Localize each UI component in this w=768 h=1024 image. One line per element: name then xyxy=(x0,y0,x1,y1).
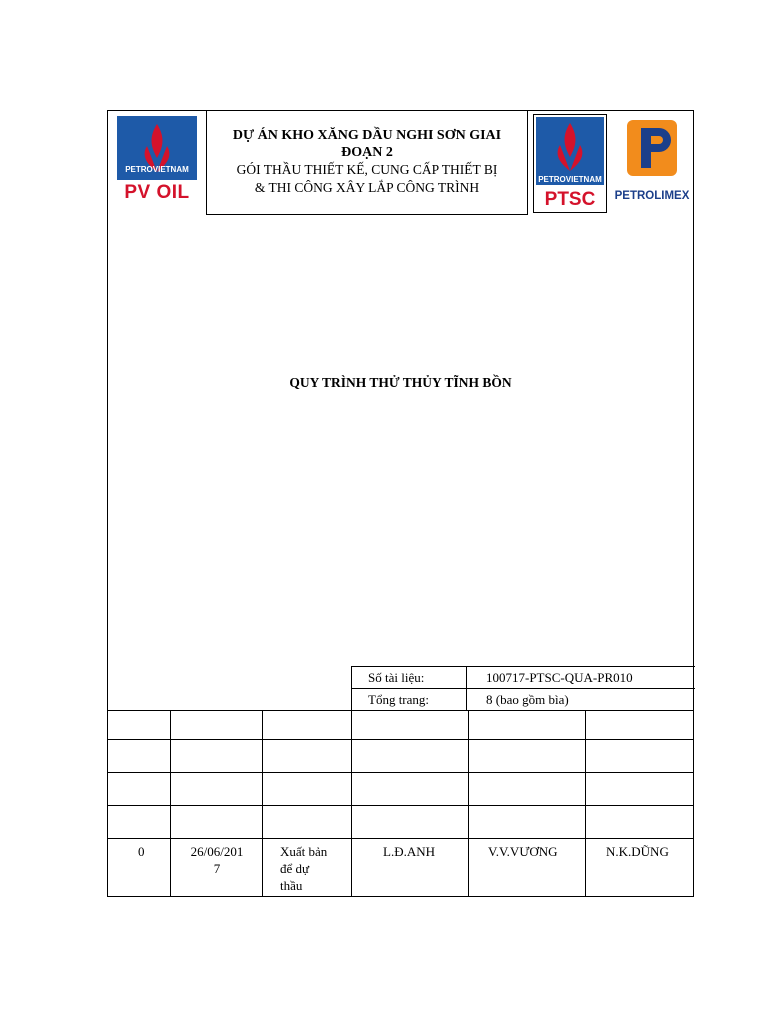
rev-description: Xuất bản để dự thầu xyxy=(280,844,328,893)
pvoil-name-text: PV OIL xyxy=(124,182,190,203)
doc-number-label: Số tài liệu: xyxy=(368,670,425,685)
rev-approved-by: N.K.DŨNG xyxy=(606,844,669,859)
doc-info-table xyxy=(351,666,695,710)
document-title: QUY TRÌNH THỬ THỦY TĨNH BỒN xyxy=(289,375,512,390)
total-pages-value: 8 (bao gồm bìa) xyxy=(486,692,569,707)
header-row xyxy=(108,111,693,215)
revision-table xyxy=(108,710,693,896)
rev-checked-by: V.V.VƯƠNG xyxy=(488,844,558,859)
total-pages-row xyxy=(352,689,695,711)
pvoil-brand-text: PETROVIETNAM xyxy=(125,165,189,174)
project-title: DỰ ÁN KHO XĂNG DẦU NGHI SƠN GIAI ĐOẠN 2 xyxy=(232,128,502,160)
ptsc-brand-text: PETROVIETNAM xyxy=(538,175,602,184)
document-cover xyxy=(107,110,694,897)
rev-date: 26/06/201 7 xyxy=(190,844,244,876)
doc-number-row xyxy=(352,667,695,689)
ptsc-logo xyxy=(533,114,607,213)
petrolimex-name-text: PETROLIMEX xyxy=(614,190,690,202)
package-title: GÓI THẦU THIẾT KẾ, CUNG CẤP THIẾT BỊ & THI CÔNG XÂY LẮP CÔNG TRÌNH xyxy=(236,162,498,195)
total-pages-label: Tổng trang: xyxy=(368,692,430,707)
pvoil-logo xyxy=(117,116,197,213)
project-title-block xyxy=(206,111,528,215)
rev-prepared-by: L.Đ.ANH xyxy=(383,844,435,859)
rev-number: 0 xyxy=(138,844,145,859)
ptsc-name-text: PTSC xyxy=(544,189,596,210)
doc-number-value: 100717-PTSC-QUA-PR010 xyxy=(486,670,633,685)
petrolimex-logo xyxy=(613,114,691,213)
